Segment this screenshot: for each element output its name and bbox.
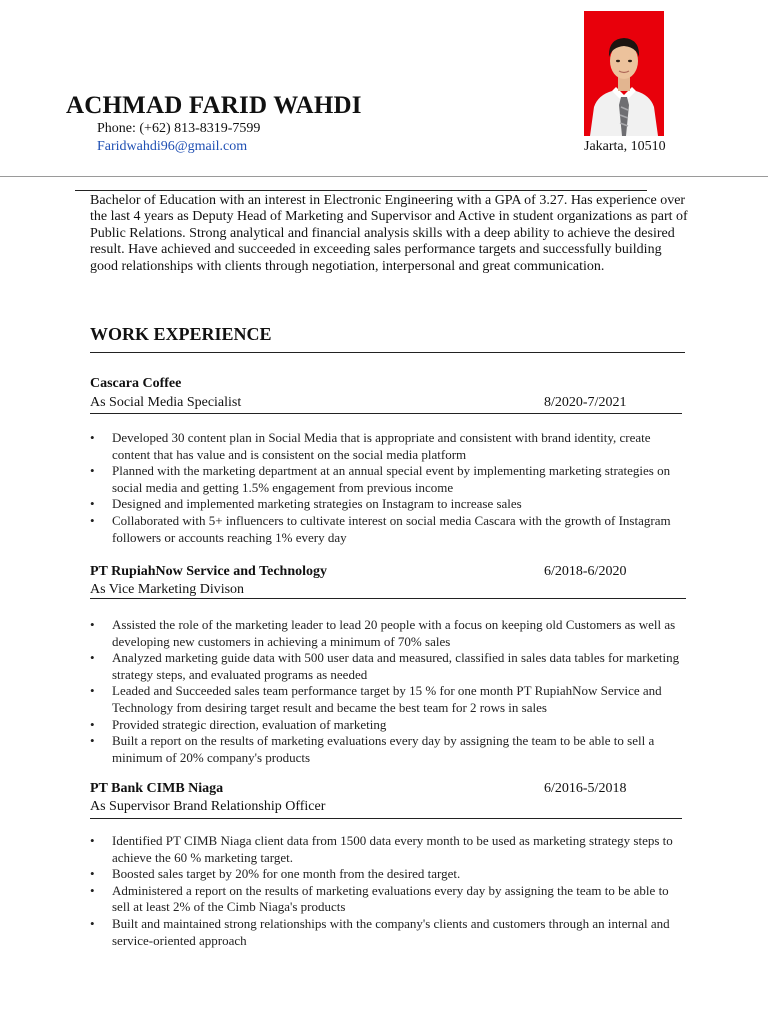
job-bullets [90,833,680,949]
summary-divider [75,190,647,191]
job-divider [90,413,682,414]
job-company: Cascara Coffee [90,376,182,391]
candidate-name: ACHMAD FARID WAHDI [66,92,362,119]
list-item: • Designed and implemented marketing strategies on Instagram to increase sales [90,496,680,513]
phone-number: Phone: (+62) 813-8319-7599 [97,121,261,136]
header-divider [0,176,768,177]
job-divider [90,818,682,819]
list-item: • Developed 30 content plan in Social Media that is appropriate and consistent with brand identity, create content that has value and is consistent on the social media platform [90,430,680,463]
location: Jakarta, 10510 [584,139,666,154]
job-divider [90,598,686,599]
job-role: As Social Media Specialist [90,395,242,410]
profile-photo [584,11,664,136]
work-experience-divider [90,352,685,353]
list-item: • Analyzed marketing guide data with 500 user data and measured, classified in sales data tables for marketing strategy steps, and evaluated programs as needed [90,650,680,683]
list-item: • Built a report on the results of marketing evaluations every day by assigning the team to be able to sell a minimum of 20% company's products [90,733,680,766]
list-item: • Assisted the role of the marketing leader to lead 20 people with a focus on keeping old Customers as well as developing new customers in achieving a minimum of 70% sales [90,617,680,650]
list-item: • Boosted sales target by 20% for one month from the desired target. [90,866,680,883]
list-item: • Planned with the marketing department at an annual special event by implementing marketing strategies on social media and getting 1.5% engagement from previous income [90,463,680,496]
email-link[interactable]: Faridwahdi96@gmail.com [97,139,248,154]
job-role: As Vice Marketing Divison [90,582,245,597]
job-dates: 6/2016-5/2018 [544,781,627,796]
list-item: • Identified PT CIMB Niaga client data from 1500 data every month to be used as marketing strategy steps to achieve the 60 % marketing target. [90,833,680,866]
job-company: PT RupiahNow Service and Technology [90,564,328,579]
job-dates: 8/2020-7/2021 [544,395,627,410]
list-item: • Provided strategic direction, evaluation of marketing [90,717,680,734]
work-experience-heading: WORK EXPERIENCE [90,324,272,344]
job-dates: 6/2018-6/2020 [544,564,627,579]
list-item: • Leaded and Succeeded sales team performance target by 15 % for one month PT RupiahNow Service and Technology from desiring target result and became the best team for 2 rows in sales [90,683,680,716]
person-portrait-icon [584,11,664,136]
list-item: • Built and maintained strong relationships with the company's clients and customers through an internal and service-oriented approach [90,916,680,949]
list-item: • Administered a report on the results of marketing evaluations every day by assigning the team to be able to sell at least 2% of the Cimb Niaga's products [90,883,680,916]
job-role: As Supervisor Brand Relationship Officer [90,799,326,814]
job-company: PT Bank CIMB Niaga [90,781,224,796]
list-item: • Collaborated with 5+ influencers to cultivate interest on social media Cascara with the growth of Instagram followers or accounts reaching 1% every day [90,513,680,546]
job-bullets [90,617,680,766]
profile-summary: Bachelor of Education with an interest in Electronic Engineering with a GPA of 3.27. Has experience over the last 4 years as Deputy Head of Marketing and Supervisor and Active in student organizations as part of Public Relations. Strong analytical and financial analysis skills with a deep ability to achieve the desired result. Have achieved and succeeded in exceeding sales performance targets and successfully building good relationships with clients through negotiation, interpersonal and great communication. [90,193,688,274]
job-bullets [90,430,680,546]
